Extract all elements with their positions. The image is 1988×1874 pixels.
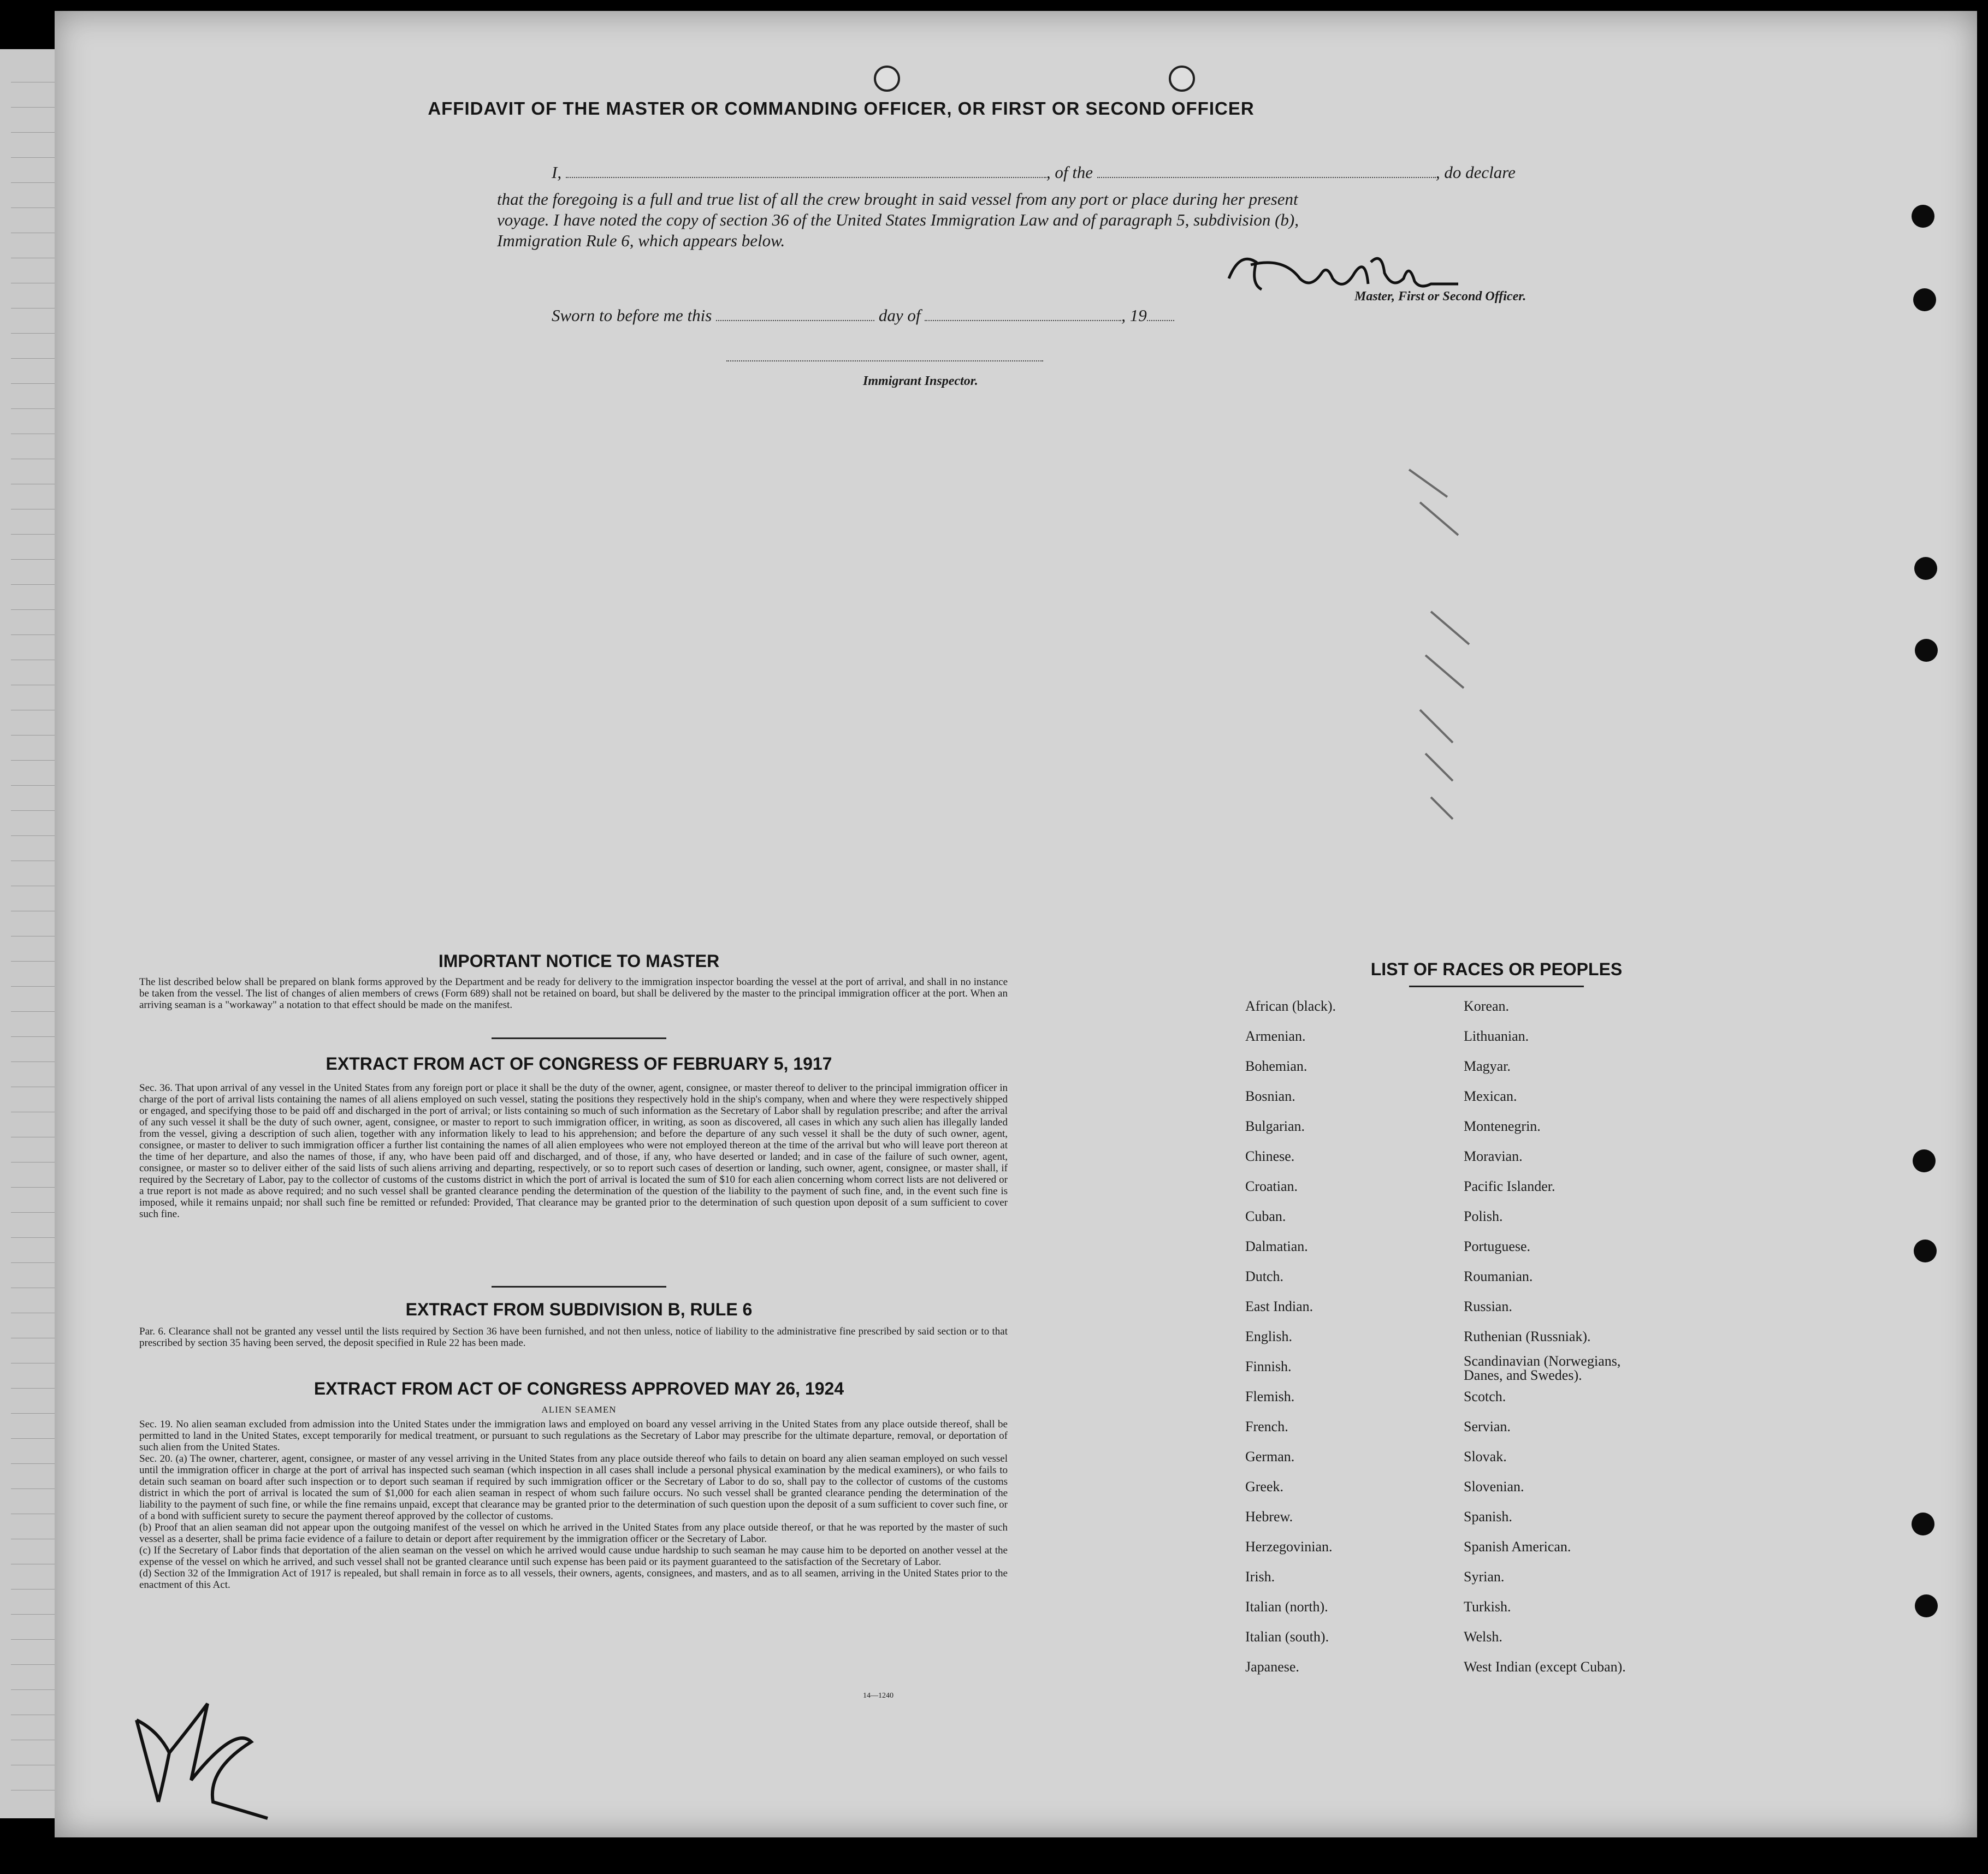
race-item: Italian (south). [1245,1629,1329,1645]
race-item: Turkish. [1464,1599,1511,1615]
race-item: Moravian. [1464,1148,1523,1164]
race-item: Scandinavian (Norwegians, Danes, and Swedes). [1464,1353,1621,1383]
binder-hole [1912,1513,1934,1535]
race-item: Slovak. [1464,1449,1507,1464]
race-item: Spanish American. [1464,1539,1571,1555]
faint-pen-marks [1387,448,1496,885]
binder-hole [1914,1240,1937,1262]
extract-1924-paragraph: Sec. 20. (a) The owner, charterer, agent, consignee, or master of any vessel arriving in the United States from any place outside thereof who fails to detain on board any alien seaman employed on such vessel until the immigration officer in charge at the port of arrival has inspected such seaman (which inspection in all cases shall include a personal physical examination by the medical examiners), or who fails to detain such seaman on board after such inspection or to deport such seaman if required by such immigration officer or the Secretary of Labor to do so, shall pay to the collector of customs of the customs district in which the port of arrival is located the sum of $1,000 for each alien seaman in respect of whom such failure occurs. No such vessel shall be granted clearance pending the determination of the liability to the payment of such fine, or while the fine remains unpaid, except that clearance may be granted prior to the determination of such question upon the deposit of a sum sufficient to cover such fine, or of a bond with sufficient surety to secure the payment thereof approved by the collector of customs. [139,1453,1008,1522]
race-item: Scotch. [1464,1389,1506,1404]
race-item: African (black). [1245,998,1336,1014]
affidavit-body-line: Immigration Rule 6, which appears below. [497,231,785,250]
race-item: Slovenian. [1464,1479,1524,1495]
inspector-label: Immigrant Inspector. [863,374,978,388]
race-item: Servian. [1464,1419,1511,1434]
divider [492,1286,666,1288]
race-item: Portuguese. [1464,1238,1531,1254]
extract-1924-title: EXTRACT FROM ACT OF CONGRESS APPROVED MAY 26, 1924 [313,1379,844,1398]
affidavit-body-line: voyage. I have noted the copy of section 36 of the United States Immigration Law and of paragraph 5, subdivision (b), [497,210,1299,229]
declaration-i: I, [552,163,562,182]
race-item: Croatian. [1245,1178,1298,1194]
race-item: Magyar. [1464,1058,1511,1074]
sworn-line [552,306,1174,325]
race-item: Dalmatian. [1245,1238,1308,1254]
race-item: Italian (north). [1245,1599,1328,1615]
race-item: Cuban. [1245,1208,1286,1224]
extract-1924-paragraph: (b) Proof that an alien seaman did not appear upon the outgoing manifest of the vessel on which he arrived in the United States from any place outside thereof, or that he was reported by the master of such vessel as a deserter, shall be prima facie evidence of a failure to detain or deport after requirement by the immigration officer or the Secretary of Labor. [139,1522,1008,1545]
race-item: Japanese. [1245,1659,1299,1675]
day-of-label: day of [878,306,921,325]
race-item: Korean. [1464,998,1510,1014]
notice-title: IMPORTANT NOTICE TO MASTER [438,951,720,971]
race-item: Flemish. [1245,1389,1295,1404]
race-item: Lithuanian. [1464,1028,1529,1044]
divider [492,1037,666,1039]
affidavit-body-line: that the foregoing is a full and true list of all the crew brought in said vessel from any port or place during her present [497,189,1298,209]
race-item: Dutch. [1245,1268,1284,1284]
race-item: Pacific Islander. [1464,1178,1555,1194]
name-blank [566,177,1046,178]
document-page [55,11,1977,1837]
year-blank [1147,320,1174,321]
binder-hole [1915,639,1938,662]
pen-scribble [126,1693,300,1824]
binder-hole [1913,1149,1936,1172]
race-item: French. [1245,1419,1288,1434]
divider [1409,986,1584,987]
race-item: Bulgarian. [1245,1118,1305,1134]
extract-1924-paragraph: Sec. 19. No alien seaman excluded from admission into the United States under the immigration laws and employed on board any vessel arriving in the United States from any place outside thereof, shall be permitted to land in the United States, except temporarily for medical treatment, or pursuant to such regulations as the Secretary of Labor may prescribe for the ultimate departure, removal, or deportation of such alien from the United States. [139,1419,1008,1453]
notice-body: The list described below shall be prepared on blank forms approved by the Department and be ready for delivery to the immigration inspector boarding the vessel at the port of arrival, and shall in no instance be taken from the vessel. The list of changes of alien members of crews (Form 689) shall not be retained on board, but shall be delivered by the master to the principal immigration officer at the port. When an arriving seaman is a "workaway" a notation to that effect should be made on the manifest. [139,976,1008,1011]
rule6-title: EXTRACT FROM SUBDIVISION B, RULE 6 [405,1300,753,1319]
races-title: LIST OF RACES OR PEOPLES [1370,959,1623,979]
binder-hole [1912,205,1934,228]
extract-1917-body: Sec. 36. That upon arrival of any vessel in the United States from any foreign port or place it shall be the duty of the owner, agent, consignee, or master thereof to deliver to the principal immigration officer in charge of the port of arrival lists containing the names of all aliens employed on such vessel, stating the positions they respectively hold in the ship's company, when and where they were respectively shipped or engaged, and specifying those to be paid off and discharged in the port of arrival; or lists containing so much of such information as the Secretary of Labor shall by regulation prescribe; and after the arrival of any such vessel it shall be the duty of such owner, agent, consignee, or master to report to such immigration officer, in writing, as soon as discovered, all cases in which any such alien has illegally landed from the vessel, giving a description of such alien, together with any information likely to lead to his apprehension; and before the departure of any such vessel it shall be the duty of such owner, agent, consignee, or master to deliver to such immigration officer a further list containing the names of all alien employees who were not employed thereon at the time of the arrival but who will leave port thereon at the time of her departure, and also the names of those, if any, who have been paid off and discharged, and of those, if any, who have deserted or landed; and in case of the failure of such owner, agent, consignee, or master so to deliver either of the said lists of such aliens arriving and departing, respectively, or so to report such cases of desertion or landing, such owner, agent, consignee, or master shall, if required by the Secretary of Labor, pay to the collector of customs of the customs district in which the port of arrival is located the sum of $10 for each alien concerning whom correct lists are not delivered or a true report is not made as above required; and no such vessel shall be granted clearance pending the determination of the question of the liability to the payment of such fine, and, in the event such fine is imposed, while it remains unpaid; nor shall such fine be remitted or refunded: Provided, That clearance may be granted prior to the determination of such question upon deposit of a sum sufficient to cover such fine. [139,1082,1008,1220]
punch-ring [874,66,900,92]
sworn-label: Sworn to before me this [552,306,712,325]
race-item: Bohemian. [1245,1058,1307,1074]
day-blank [716,320,874,321]
month-blank [925,320,1121,321]
race-item: Herzegovinian. [1245,1539,1333,1555]
signature-caption: Master, First or Second Officer. [1354,289,1526,304]
race-item: Ruthenian (Russniak). [1464,1329,1591,1344]
race-item: Bosnian. [1245,1088,1295,1104]
race-item: Roumanian. [1464,1268,1533,1284]
race-item: Syrian. [1464,1569,1505,1585]
affidavit-title: AFFIDAVIT OF THE MASTER OR COMMANDING OFFICER, OR FIRST OR SECOND OFFICER [428,98,1255,118]
extract-1917-title: EXTRACT FROM ACT OF CONGRESS OF FEBRUARY 5, 1917 [326,1054,832,1074]
race-item: Polish. [1464,1208,1503,1224]
form-number: 14—1240 [863,1692,894,1700]
race-item: West Indian (except Cuban). [1464,1659,1626,1675]
race-item: Irish. [1245,1569,1275,1585]
race-item: East Indian. [1245,1298,1313,1314]
extract-1924-body [139,1419,1008,1591]
race-item: German. [1245,1449,1295,1464]
extract-1924-paragraph: (d) Section 32 of the Immigration Act of 1917 is repealed, but shall remain in force as to all vessels, their owners, agents, consignees, and masters, and as to all seamen, arriving in the United States prior to the enactment of this Act. [139,1568,1008,1591]
race-item: Hebrew. [1245,1509,1293,1525]
binder-hole [1913,288,1936,311]
race-item: Chinese. [1245,1148,1295,1164]
declaration-of-the: , of the [1046,163,1093,182]
race-item: Finnish. [1245,1359,1292,1374]
binder-hole [1915,1594,1938,1617]
vessel-blank [1097,177,1436,178]
alien-seamen-subtitle: ALIEN SEAMEN [541,1404,617,1415]
race-item: English. [1245,1329,1292,1344]
race-item: Russian. [1464,1298,1512,1314]
year-label: , 19 [1121,306,1147,325]
extract-1924-paragraph: (c) If the Secretary of Labor finds that deportation of the alien seaman on the vessel on which he arrived would cause undue hardship to such seaman he may cause him to be deported on another vessel at the expense of the vessel on which he arrived, and such vessel shall not be granted clearance until such expense has been paid or its payment guaranteed to the satisfaction of the Secretary of Labor. [139,1545,1008,1568]
declaration-declare: , do declare [1435,163,1516,182]
race-item: Welsh. [1464,1629,1502,1645]
binder-hole [1914,557,1937,580]
declaration-line [552,163,1622,182]
punch-ring [1169,66,1195,92]
race-item: Greek. [1245,1479,1284,1495]
race-item: Mexican. [1464,1088,1517,1104]
inspector-signature-blank [726,360,1043,361]
race-item: Spanish. [1464,1509,1512,1525]
race-item: Armenian. [1245,1028,1306,1044]
race-item: Montenegrin. [1464,1118,1541,1134]
rule6-body: Par. 6. Clearance shall not be granted any vessel until the lists required by Section 36 have been furnished, and not then unless, notice of liability to the administrative fine prescribed by said section or to that prescribed by section 35 having been served, the deposit specified in Rule 22 has been made. [139,1326,1008,1349]
